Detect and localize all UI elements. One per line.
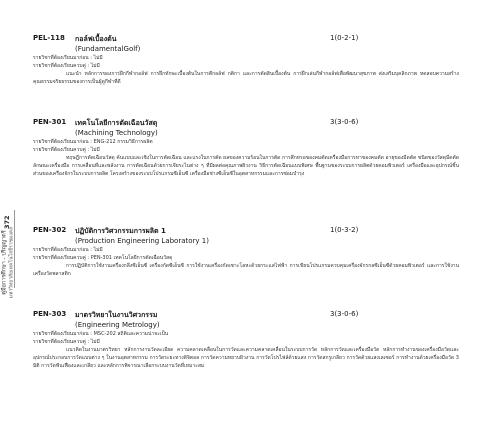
- course-english-name: (Engineering Metrology): [75, 321, 160, 329]
- course-english-name: (Machining Technology): [75, 129, 158, 137]
- page-number: 372: [3, 215, 11, 229]
- course-entry: [33, 118, 459, 178]
- course-code: PEL-118: [33, 34, 65, 42]
- course-corequisite: รายวิชาที่ต้องเรียนควบคู่ : PEN-301 เทคโนโลยีการตัดเฉือนวัสดุ: [33, 255, 173, 261]
- course-prerequisite: รายวิชาที่ต้องเรียนมาก่อน : MSC-202 สถิติและความน่าจะเป็น: [33, 331, 169, 337]
- course-corequisite: รายวิชาที่ต้องเรียนควบคู่ : ไม่มี: [33, 339, 100, 345]
- side-tab-line-2: มหาวิทยาลัยเทคโนโลยีราชมงคล: [8, 226, 14, 299]
- course-credits: 3(3-0-6): [330, 310, 359, 318]
- course-code: PEN-302: [33, 226, 67, 234]
- course-english-name: (Production Engineering Laboratory 1): [75, 237, 209, 245]
- course-prerequisite: รายวิชาที่ต้องเรียนมาก่อน : ENG-212 กรรมวิธีการผลิต: [33, 139, 153, 145]
- course-credits: 3(3-0-6): [330, 118, 359, 126]
- course-credits: 1(0-2-1): [330, 34, 359, 42]
- course-thai-name: ปฏิบัติการวิศวกรรมการผลิต 1: [75, 227, 166, 235]
- course-entry: [33, 310, 459, 370]
- course-description: แนะนำ หลักการของการฝึกกีฬากอล์ฟ การฝึกทักษะเบื้องต้นในการตีกอล์ฟ กติกา และการตัดสินเบื้องต้น การฝึกเล่นกีฬากอล์ฟเพื่อพัฒนาสุขภาพ ส่งเสริมบุคลิกภาพ ทดสอบความสร้างคุณธรรมจริยธรรมของการเป็นผู้ดูกีฬาที่ดี: [33, 71, 459, 85]
- course-description: การปฏิบัติการใช้งานเครื่องกลึงซีเอ็นซี เครื่องกัดซีเอ็นซี การใช้งานเครื่องกัดเซาะโลหะด้วยกระแสไฟฟ้า การเขียนโปรแกรมควบคุมเครื่องจักรกลซีเอ็นซีด้วยคอมพิวเตอร์ และการใช้งานเครื่องวัดพลาสติก: [33, 263, 459, 277]
- course-code: PEN-301: [33, 118, 67, 126]
- course-thai-name: มาตรวิทยาในงานวิศวกรรม: [75, 311, 158, 319]
- course-code: PEN-303: [33, 310, 67, 318]
- course-corequisite: รายวิชาที่ต้องเรียนควบคู่ : ไม่มี: [33, 63, 100, 69]
- course-header: [33, 310, 459, 320]
- course-english-name: (FundamentalGolf): [75, 45, 141, 53]
- course-description: ทฤษฎีการตัดเฉือนวัสดุ ค้นแบบและเชิงในการตัดเฉือน และแรงในการตัด ผลของความร้อนในการตัด การสึกหรอของคมตัดเครื่องมือการหาของคมตัด อายุของมีดตัด ชนิดของวัสดุมีดตัด ลักษณะเครื่องมือ การเคลื่อนที่และพลังงาน การตัดเฉือนด้วยการเจียระไนต่าง ๆ ที่มีผลต่อคุณภาพผิวงาน วิธีการตัดเฉือนแบบพิเศษ พื้นฐานของระบบการผลิตด้วยคอมพิวเตอร์ เครื่องมือและอุปกรณ์ชิ้นส่วนของเครื่องจักรในระบบการผลิต โครงสร้างของระบบโปรแกรมซีเอ็นซี เครื่องมือช่างซีเอ็นซีในอุตสาหกรรมและการซ่อมบำรุง: [33, 155, 459, 177]
- course-entry: [33, 226, 459, 279]
- side-tab-text: [2, 221, 15, 305]
- course-description: แนวคิดในงานมาตรวิทยา หลักการงานวัดละเอียด ความคลาดเคลื่อนในการวัดและความคลาดเคลื่อนในระบบการวัด หลักการวัดและเครื่องมือวัด หลักการทำงานของเครื่องมือวัดและอุปกรณ์ประกอบการวัดแบบต่าง ๆ ในงานอุตสาหกรรม การวัดระยะทางดิจิตอล การวัดความหยาบผิวงาน การวัดโปรไฟล์ด้วยแสง การวัดสกรูเกลียว การวัดด้วยแสงเลเซอร์ การทำงานด้วยเครื่องมือวัด 3 มิติ การวัดฟันเฟืองและเกลียว และหลักการพิจารณาเลือกระบบงานวัดที่เหมาะสม: [33, 347, 459, 369]
- course-thai-name: เทคโนโลยีการตัดเฉือนวัสดุ: [75, 119, 158, 127]
- course-prerequisite: รายวิชาที่ต้องเรียนมาก่อน : ไม่มี: [33, 247, 103, 253]
- course-header: [33, 118, 459, 128]
- course-credits: 1(0-3-2): [330, 226, 359, 234]
- course-header: [33, 226, 459, 236]
- course-corequisite: รายวิชาที่ต้องเรียนควบคู่ : ไม่มี: [33, 147, 100, 153]
- course-entry: [33, 34, 459, 87]
- course-header: [33, 34, 459, 44]
- course-thai-name: กอล์ฟเบื้องต้น: [75, 35, 117, 43]
- course-prerequisite: รายวิชาที่ต้องเรียนมาก่อน : ไม่มี: [33, 55, 103, 61]
- side-tab-line-1: คู่มือการศึกษา - ปริญญาตรี: [1, 230, 8, 295]
